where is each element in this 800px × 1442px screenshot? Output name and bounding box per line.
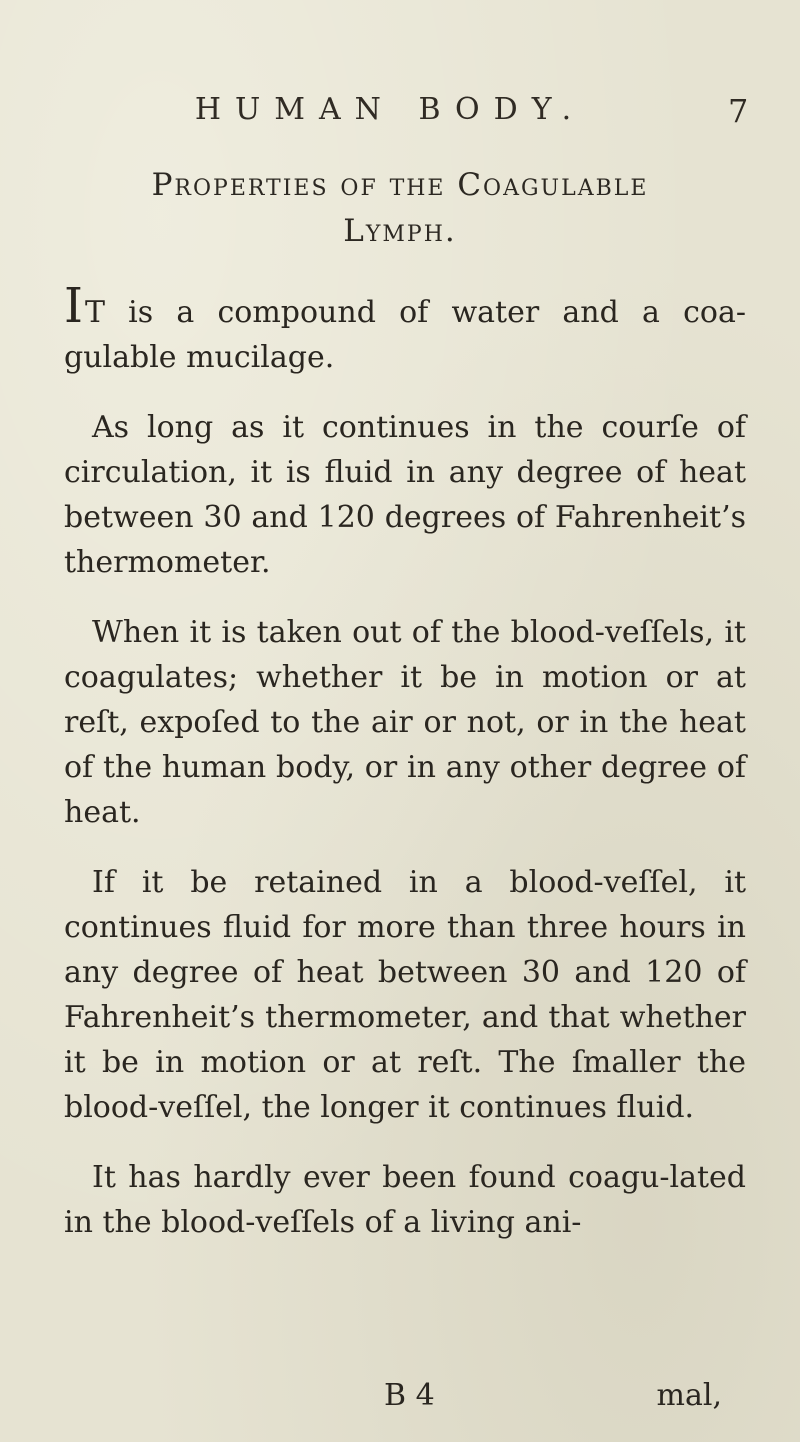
paragraph-2: As long as it continues in the courſe of circulation, it is fluid in any degree of heat between 30 and 120 degrees of Fahrenheit’s thermometer.: [64, 410, 746, 580]
catchword: mal,: [656, 1378, 722, 1413]
body-text: [64, 278, 746, 1270]
paragraph-5: It has hardly ever been found coagu-lated in the blood-veſſels of a living ani-: [64, 1160, 746, 1240]
page-footer: [64, 1378, 746, 1418]
paragraph-1-text: T is a compound of water and a coa-gulable mucilage.: [64, 295, 746, 375]
paragraph-4: If it be retained in a blood-veſſel, it continues fluid for more than three hours in any degree of heat between 30 and 120 of Fahrenheit’s thermometer, and that whether it be in motion or at reſt. The ſmaller the blood-veſſel, the longer it continues fluid.: [64, 865, 746, 1125]
paragraph-1: [64, 278, 746, 380]
section-title: Properties of the Coagulable Lymph.: [151, 167, 649, 249]
paragraph-3: When it is taken out of the blood-veſſels, it coagulates; whether it be in motion or at reſt, expoſed to the air or not, or in the heat of the human body, or in any other degree of heat.: [64, 615, 746, 830]
signature-mark: B 4: [384, 1378, 435, 1413]
drop-cap: I: [64, 278, 83, 334]
running-head: HUMAN BODY.: [194, 92, 586, 127]
page-number: 7: [728, 92, 749, 130]
